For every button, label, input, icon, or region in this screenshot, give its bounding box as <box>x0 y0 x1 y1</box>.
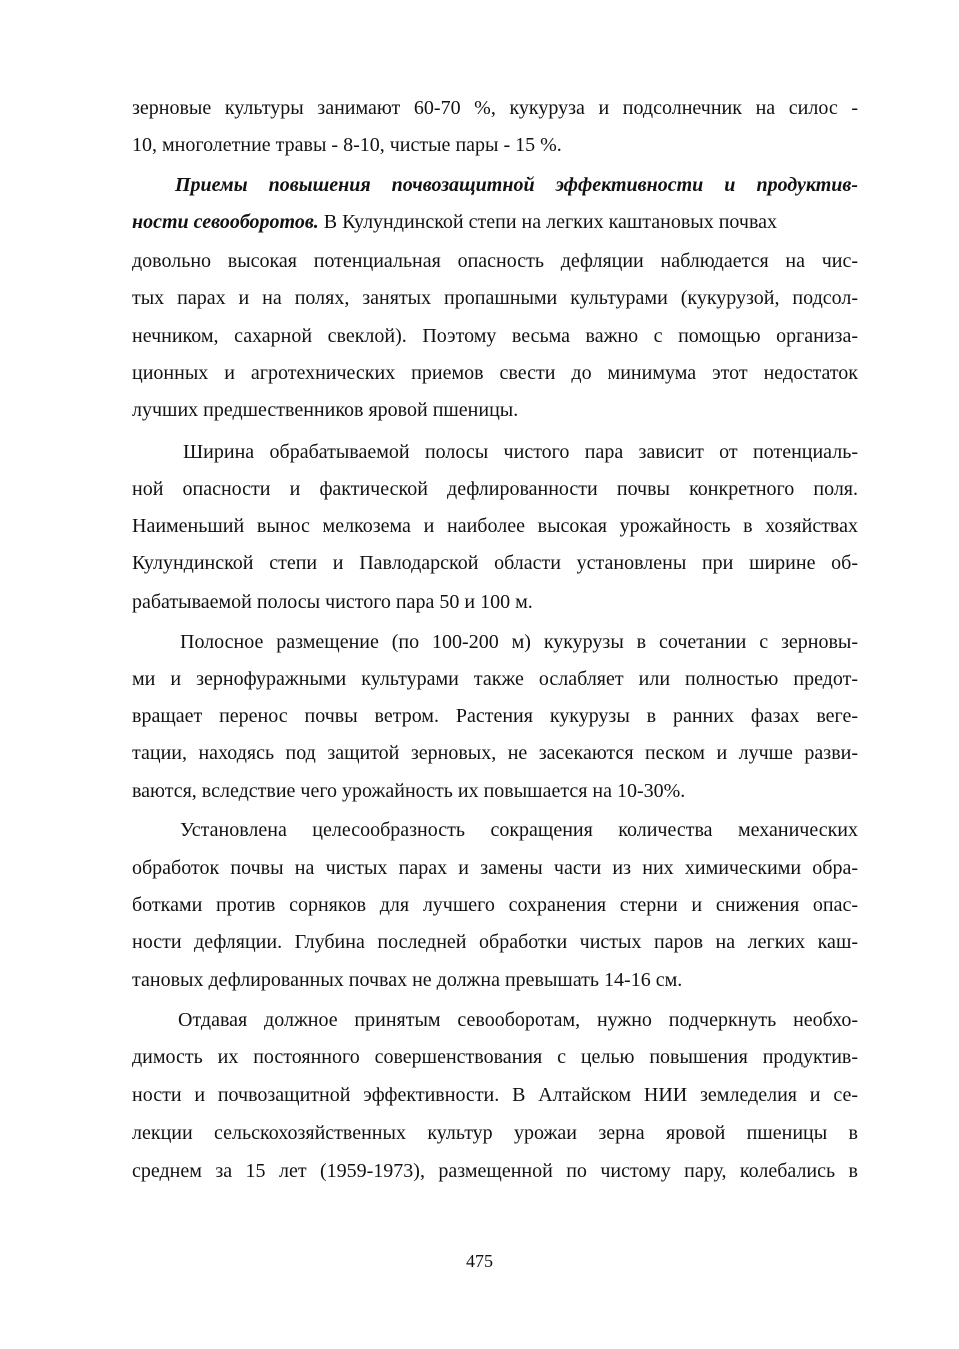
text-line: тановых дефлированных почвах не должна превышать 14-16 см. <box>132 969 683 991</box>
text-line <box>132 210 858 234</box>
text-line: Кулундинской степи и Павлодарской области установлены при ширине об- <box>132 552 858 574</box>
text-line: лекции сельскохозяйственных культур урожаи зерна яровой пшеницы в <box>132 1122 858 1144</box>
text-line: зерновые культуры занимают 60-70 %, кукуруза и подсолнечник на силос - <box>132 97 858 119</box>
text-line: Установлена целесообразность сокращения количества механических <box>180 819 858 841</box>
text-line: тых парах и на полях, занятых пропашными культурами (кукурузой, подсол- <box>132 287 858 309</box>
text-line: 10, многолетние травы - 8-10, чистые пары - 15 %. <box>132 134 562 156</box>
text-line: димость их постоянного совершенствования с целью повышения продуктив- <box>132 1046 858 1068</box>
section-heading: ности севооборотов. <box>132 211 319 233</box>
page-number: 475 <box>466 1251 493 1271</box>
text-line: Ширина обрабатываемой полосы чистого пара зависит от потенциаль- <box>183 441 858 463</box>
text-line: вращает перенос почвы ветром. Растения кукурузы в ранних фазах веге- <box>132 705 858 727</box>
text-line: ности и почвозащитной эффективности. В Алтайском НИИ земледелия и се- <box>132 1084 858 1106</box>
text-line: ботками против сорняков для лучшего сохранения стерни и снижения опас- <box>132 894 858 916</box>
text-line: Отдавая должное принятым севооборотам, нужно подчеркнуть необхо- <box>178 1009 858 1031</box>
section-heading: Приемы повышения почвозащитной эффективности и продуктив- <box>175 174 858 196</box>
text-line: среднем за 15 лет (1959-1973), размещенной по чистому пару, колебались в <box>132 1160 858 1182</box>
text-line: обработок почвы на чистых парах и замены части из них химическими обра- <box>132 857 858 879</box>
text-line: Полосное размещение (по 100-200 м) кукурузы в сочетании с зерновы- <box>180 631 858 653</box>
text-line: ности дефляции. Глубина последней обработки чистых паров на легких каш- <box>132 931 858 953</box>
text-line: довольно высокая потенциальная опасность дефляции наблюдается на чис- <box>132 250 858 272</box>
text-line: нечником, сахарной свеклой). Поэтому весьма важно с помощью организа- <box>132 325 858 347</box>
text-line: тации, находясь под защитой зерновых, не засекаются песком и лучше разви- <box>132 742 858 764</box>
text-line: ми и зернофуражными культурами также ослабляет или полностью предот- <box>132 668 858 690</box>
text-line-run: В Кулундинской степи на легких каштановых почвах <box>318 211 778 233</box>
text-line: Наименьший вынос мелкозема и наиболее высокая урожайность в хозяйствах <box>132 515 858 537</box>
text-line: ной опасности и фактической дефлированности почвы конкретного поля. <box>132 478 858 500</box>
text-line: лучших предшественников яровой пшеницы. <box>132 399 519 421</box>
text-line: ционных и агротехнических приемов свести до минимума этот недостаток <box>132 362 858 384</box>
text-line: ваются, вследствие чего урожайность их повышается на 10-30%. <box>132 780 686 802</box>
text-line: рабатываемой полосы чистого пара 50 и 100 м. <box>132 591 533 613</box>
